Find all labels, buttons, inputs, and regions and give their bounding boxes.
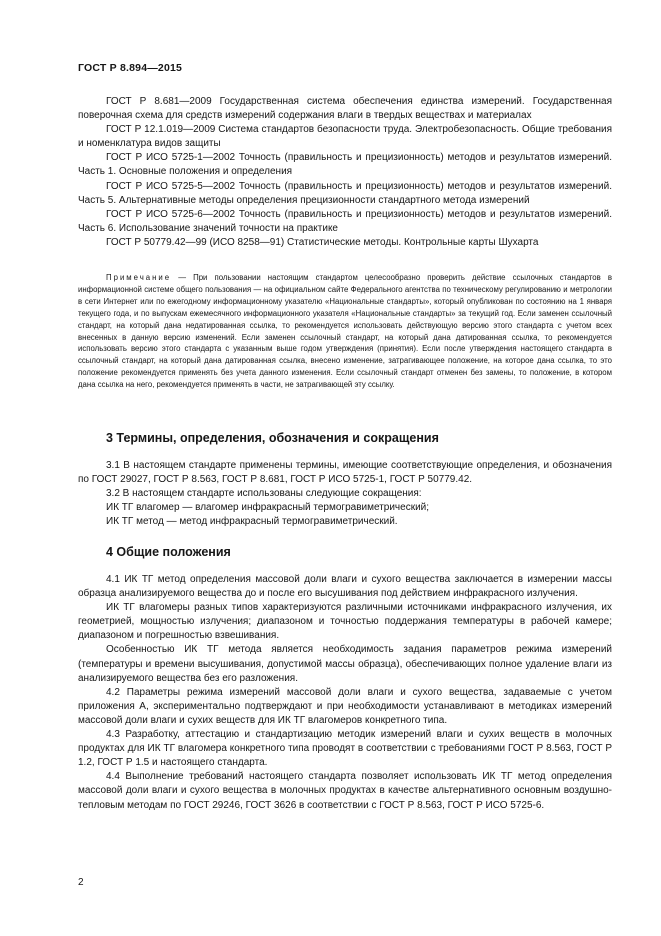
paragraph: 3.2 В настоящем стандарте использованы следующие сокращения: [106, 488, 422, 500]
paragraph: ИК ТГ влагомеры разных типов характеризуются различными источниками инфракрасного излучения, их геометрией, мощностью излучения; диапазоном и точностью поддержания температуры в рабочей камере; диапазоном и погрешностью взвешивания. [78, 602, 612, 642]
section-3-body [78, 459, 612, 529]
paragraph: 4.3 Разработку, аттестацию и стандартизацию методик измерений влаги и сухих веществ в молочных продуктах для ИК ТГ влагомера конкретного типа проводят в соответствии с требованиями ГОСТ Р 8.563, ГОСТ Р 1.2, ГОСТ Р 1.5 и настоящего стандарта. [78, 729, 612, 769]
reference-item: ГОСТ Р 8.681—2009 Государственная система обеспечения единства измерений. Государственная поверочная схема для средств измерений содержания влаги в твердых веществах и материалах [78, 96, 612, 122]
references-list [78, 95, 612, 250]
paragraph: 4.2 Параметры режима измерений массовой доли влаги и сухого вещества, задаваемые с учетом приложения А, экспериментально подтверждают и при необходимости устанавливают в методиках измерений массовой доли влаги и сухих веществ для ИК ТГ влагомеров конкретного типа. [78, 686, 612, 726]
document-header: ГОСТ Р 8.894—2015 [78, 62, 183, 74]
note-label: Примечание [106, 273, 172, 282]
paragraph: 4.1 ИК ТГ метод определения массовой доли влаги и сухого вещества заключается в измерении массы образца анализируемого вещества до и после его высушивания под действием инфракрасного излучения. [78, 574, 612, 600]
paragraph: 3.1 В настоящем стандарте применены термины, имеющие соответствующие определения, и обозначения по ГОСТ 29027, ГОСТ Р 8.563, ГОСТ Р 8.681, ГОСТ Р ИСО 5725-1, ГОСТ Р 50779.42. [78, 460, 612, 486]
section-3-heading: 3 Термины, определения, обозначения и сокращения [106, 431, 439, 445]
reference-item: ГОСТ Р ИСО 5725-6—2002 Точность (правильность и прецизионность) методов и результатов измерений. Часть 6. Использование значений точности на практике [78, 208, 612, 234]
note-text: — При пользовании настоящим стандартом целесообразно проверить действие ссылочных стандартов в информационной системе общего пользования — на официальном сайте Федерального агентства по техническому регулированию и метрологии в сети Интернет или по ежегодному информационному указателю «Национальные стандарты», который опубликован по состоянию на 1 января текущего года, и по выпускам ежемесячного информационного указателя «Национальные стандарты» за текущий год. Если заменен ссылочный стандарт, на который дана недатированная ссылка, то рекомендуется использовать действующую версию этого стандарта с учетом всех внесенных в данную версию изменений. Если заменен ссылочный стандарт, на который дана датированная ссылка, то рекомендуется использовать версию этого стандарта с указанным выше годом утверждения (принятия). Если после утверждения настоящего стандарта в ссылочный стандарт, на который дана датированная ссылка, внесено изменение, затрагивающее положение, на которое дана ссылка, то это положение рекомендуется применять без учета данного изменения. Если ссылочный стандарт отменен без замены, то положение, в котором дана ссылка на него, рекомендуется применять в части, не затрагивающей эту ссылку. [78, 273, 613, 390]
paragraph: 4.4 Выполнение требований настоящего стандарта позволяет использовать ИК ТГ метод определения массовой доли влаги и сухого вещества в молочных продуктах в качестве альтернативного основным воздушно-тепловым методам по ГОСТ 29246, ГОСТ 3626 в соответствии с ГОСТ Р 8.563, ГОСТ Р ИСО 5725-6. [78, 771, 612, 811]
section-4-heading: 4 Общие положения [106, 545, 231, 559]
reference-item: ГОСТ Р ИСО 5725-1—2002 Точность (правильность и прецизионность) методов и результатов измерений. Часть 1. Основные положения и определения [78, 152, 612, 178]
paragraph: Особенностью ИК ТГ метода является необходимость задания параметров режима измерений (температуры и времени высушивания, допустимой массы образца), обеспечивающих полное удаление влаги из анализируемого вещества без его разложения. [78, 644, 612, 684]
page-number: 2 [78, 877, 84, 888]
note-block [78, 272, 612, 391]
reference-item: ГОСТ Р 50779.42—99 (ИСО 8258—91) Статистические методы. Контрольные карты Шухарта [106, 236, 539, 248]
paragraph: ИК ТГ метод — метод инфракрасный термогравиметрический. [106, 516, 398, 528]
paragraph: ИК ТГ влагомер — влагомер инфракрасный термогравиметрический; [106, 502, 430, 514]
reference-item: ГОСТ Р 12.1.019—2009 Система стандартов безопасности труда. Электробезопасность. Общие требования и номенклатура видов защиты [78, 124, 612, 150]
section-4-body [78, 573, 612, 813]
reference-item: ГОСТ Р ИСО 5725-5—2002 Точность (правильность и прецизионность) методов и результатов измерений. Часть 5. Альтернативные методы определения прецизионности стандартного метода измерений [78, 180, 612, 206]
